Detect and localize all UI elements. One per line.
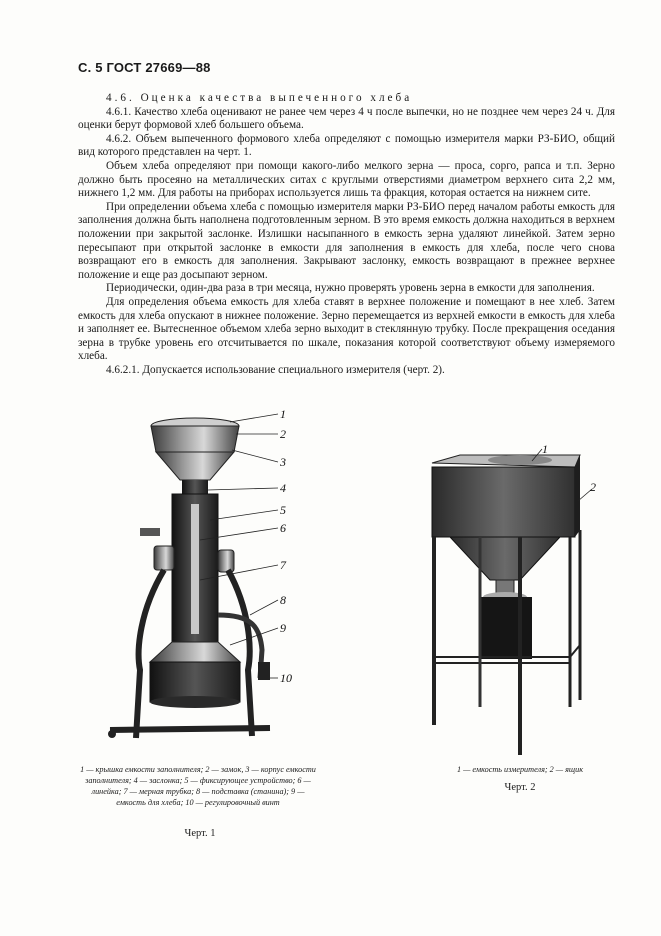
callout-10: 10 bbox=[280, 671, 292, 685]
figure-1-label: Черт. 1 bbox=[184, 828, 216, 839]
section-heading: 4.6. Оценка качества выпеченного хлеба bbox=[106, 92, 413, 104]
callout-2: 2 bbox=[280, 427, 286, 441]
figure-2-label: Черт. 2 bbox=[504, 782, 536, 793]
callout-2: 2 bbox=[590, 480, 596, 494]
paragraph: Для определения объема емкость для хлеба ставят в верхнее положение и помещают в нее хлеб. Затем емкость для хлеба опускают в нижнее положение. Зерно перемещается из верхней емкости в емкость для хлеба и заполняет ее. Вытесненное объемом хлеба зерно выходит в стеклянную трубку. После прекращения оседания зерна в трубке уровень его отсчитывается по шкале, показания которой соответствуют объему измеряемого хлеба. bbox=[78, 295, 615, 363]
paragraph: При определении объема хлеба с помощью измерителя марки РЗ-БИО перед началом работы емкость для заполнения должна быть наполнена подготовленным зерном. В это время емкость должна находиться в верхнем положении при закрытой заслонке. Излишки насыпанного в емкость зерна удаляют линейкой. Затем зерно пересыпают при открытой заслонке в емкости для заполнения в емкость для хлеба, после чего снова возвращают его в емкость для заполнения. Закрывают заслонку, емкость возвращают в прежнее верхнее положение и еще раз досыпают зерном. bbox=[78, 200, 615, 281]
figure-2-caption: 1 — емкость измерителя; 2 — ящик bbox=[456, 765, 584, 774]
callout-4: 4 bbox=[280, 481, 286, 495]
callout-1: 1 bbox=[280, 407, 286, 421]
callout-5: 5 bbox=[280, 503, 286, 517]
paragraph: 4.6.1. Качество хлеба оценивают не ранее чем через 4 ч после выпечки, но не позднее чем через 24 ч. Для оценки берут формовой хлеб большего объема. bbox=[78, 105, 615, 132]
figure-1-caption: 1 — крышка емкости заполнителя; 2 — замок, 3 — корпус емкости заполнителя; 4 — заслонка; 5 — фиксирующее устройство; 6 — линейка; 7 — мерная трубка; 8 — подставка (станина); 9 — емкость для хлеба; 10 — регулировочный винт bbox=[80, 765, 316, 807]
figure-1-device bbox=[100, 400, 330, 745]
paragraph: 4.6.2. Объем выпеченного формового хлеба определяют с помощью измерителя марки РЗ-БИО, общий вид которого представлен на черт. 1. bbox=[78, 132, 615, 159]
paragraph: Периодически, один-два раза в три месяца, нужно проверять уровень зерна в емкости для заполнения. bbox=[106, 282, 595, 295]
paragraph: Объем хлеба определяют при помощи какого-либо мелкого зерна — проса, сорго, рапса и т.п. Зерно должно быть просеяно на металлических ситах с круглыми отверстиями диаметром верхнего сита 2,2 мм, нижнего 1,2 мм. Для работы на приборах используется лишь та фракция, которая остается на нижнем сите. bbox=[78, 159, 615, 200]
callout-1: 1 bbox=[542, 445, 548, 456]
callout-9: 9 bbox=[280, 621, 286, 635]
callout-7: 7 bbox=[280, 558, 286, 572]
paragraph: 4.6.2.1. Допускается использование специального измерителя (черт. 2). bbox=[106, 363, 445, 376]
callout-6: 6 bbox=[280, 521, 286, 535]
callout-8: 8 bbox=[280, 593, 286, 607]
body-text bbox=[78, 92, 615, 377]
page-header: С. 5 ГОСТ 27669—88 bbox=[78, 60, 211, 75]
callout-3: 3 bbox=[280, 455, 286, 469]
figure-2-device bbox=[420, 445, 620, 760]
